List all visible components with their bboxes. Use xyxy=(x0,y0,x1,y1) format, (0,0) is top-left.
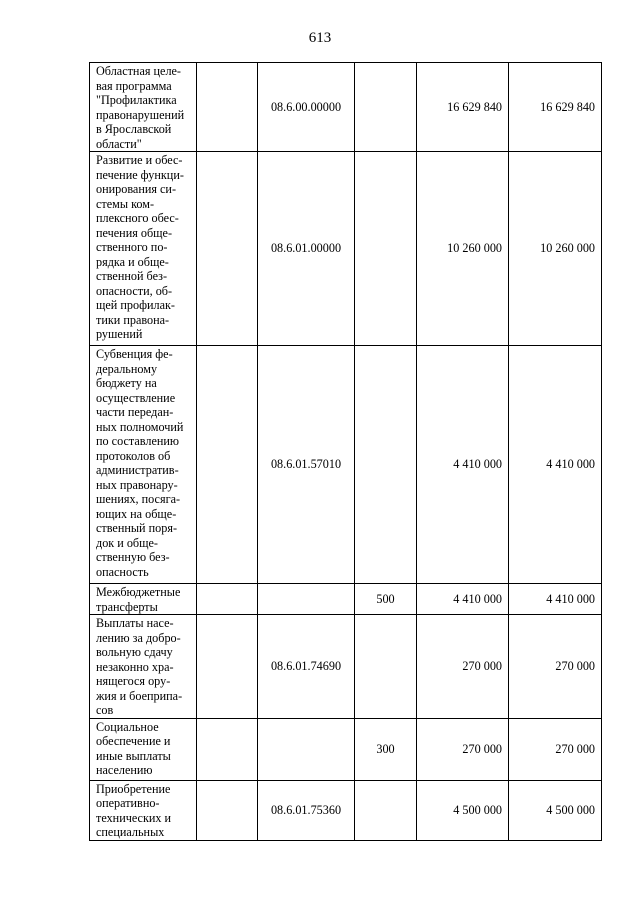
table-row xyxy=(90,780,602,840)
row-type xyxy=(355,615,417,719)
row-value-2: 270 000 xyxy=(509,615,602,719)
row-blank-cell xyxy=(197,346,258,584)
row-name: Социальное обеспечение и иные выплаты населению xyxy=(90,718,197,780)
table-row xyxy=(90,584,602,615)
row-type xyxy=(355,346,417,584)
row-type: 300 xyxy=(355,718,417,780)
row-value-2: 10 260 000 xyxy=(509,152,602,346)
row-type xyxy=(355,63,417,152)
row-value-1: 16 629 840 xyxy=(417,63,509,152)
row-code: 08.6.01.00000 xyxy=(258,152,355,346)
row-blank-cell xyxy=(197,63,258,152)
table-row xyxy=(90,346,602,584)
row-code: 08.6.01.57010 xyxy=(258,346,355,584)
row-value-1: 270 000 xyxy=(417,615,509,719)
row-code: 08.6.00.00000 xyxy=(258,63,355,152)
row-blank-cell xyxy=(197,152,258,346)
row-name: Выплаты насе- лению за добро- вольную сдачу незаконно хра- нящегося ору- жия и боеприпа- сов xyxy=(90,615,197,719)
row-name: Межбюджетные трансферты xyxy=(90,584,197,615)
row-blank-cell xyxy=(197,584,258,615)
table-row xyxy=(90,63,602,152)
row-value-1: 10 260 000 xyxy=(417,152,509,346)
row-name: Приобретение оперативно- технических и специальных xyxy=(90,780,197,840)
page-number: 613 xyxy=(308,30,332,46)
row-value-1: 270 000 xyxy=(417,718,509,780)
row-code xyxy=(258,718,355,780)
row-value-2: 4 500 000 xyxy=(509,780,602,840)
row-type xyxy=(355,152,417,346)
table-row xyxy=(90,615,602,719)
table-row xyxy=(90,152,602,346)
row-blank-cell xyxy=(197,615,258,719)
row-name: Областная целе- вая программа "Профилактика правонарушений в Ярославской области" xyxy=(90,63,197,152)
row-name: Субвенция фе- деральному бюджету на осуществление части передан- ных полномочий по составлению протоколов об административ- ных правонару- шениях, посяга- ющих на обще- ственный поря- док и обще- ственную без- опасность xyxy=(90,346,197,584)
row-value-1: 4 500 000 xyxy=(417,780,509,840)
row-name: Развитие и обес- печение функци- онирования си- стемы ком- плексного обес- печения обще- ственного по- рядка и обще- ственной без- опасности, об- щей профилак- тики правона- рушений xyxy=(90,152,197,346)
row-value-1: 4 410 000 xyxy=(417,346,509,584)
row-blank-cell xyxy=(197,780,258,840)
row-type xyxy=(355,780,417,840)
row-value-2: 4 410 000 xyxy=(509,346,602,584)
row-blank-cell xyxy=(197,718,258,780)
budget-table xyxy=(89,62,602,841)
table-row xyxy=(90,718,602,780)
row-type: 500 xyxy=(355,584,417,615)
row-code: 08.6.01.75360 xyxy=(258,780,355,840)
row-code: 08.6.01.74690 xyxy=(258,615,355,719)
row-code xyxy=(258,584,355,615)
row-value-1: 4 410 000 xyxy=(417,584,509,615)
row-value-2: 270 000 xyxy=(509,718,602,780)
row-value-2: 4 410 000 xyxy=(509,584,602,615)
row-value-2: 16 629 840 xyxy=(509,63,602,152)
